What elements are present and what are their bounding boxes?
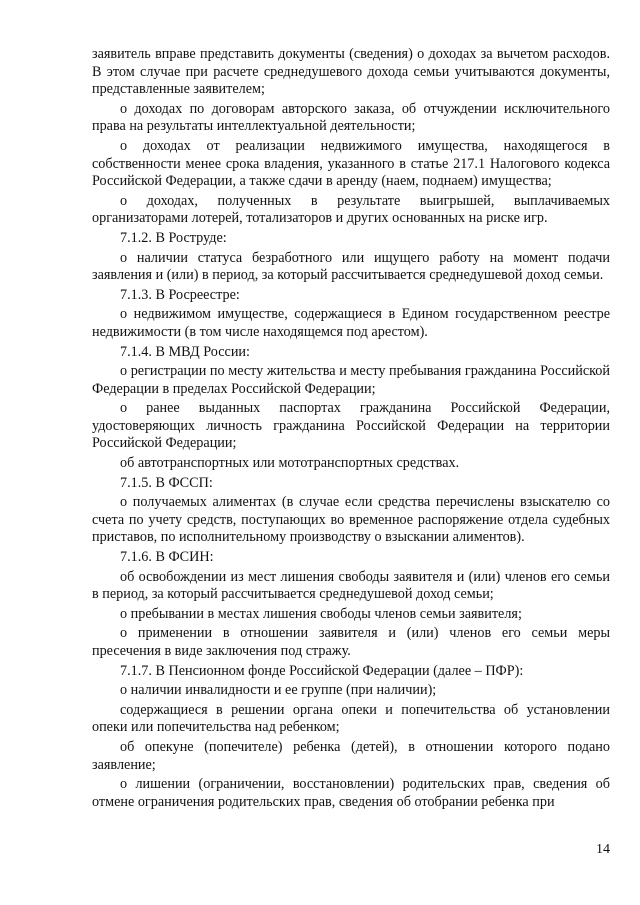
paragraph: о доходах по договорам авторского заказа, об отчуждении исключительного права на результаты интеллектуальной деятельности; <box>92 100 610 135</box>
paragraph: 7.1.3. В Росреестре: <box>120 286 240 303</box>
page-body <box>92 46 610 813</box>
paragraph: о доходах от реализации недвижимого имущества, находящегося в собственности менее срока владения, указанного в статье 217.1 Налогового кодекса Российской Федерации, а также сдачи в аренду (наем, поднаем) имущества; <box>92 137 610 190</box>
page-number: 14 <box>596 842 610 857</box>
paragraph: содержащиеся в решении органа опеки и попечительства об установлении опеки или попечительства над ребенком; <box>92 701 610 736</box>
paragraph: о применении в отношении заявителя и (или) членов его семьи меры пресечения в виде заключения под стражу. <box>92 625 610 659</box>
paragraph: о недвижимом имуществе, содержащиеся в Едином государственном реестре недвижимости (в том числе находящемся под арестом). <box>92 306 610 340</box>
paragraph: о доходах, полученных в результате выигрышей, выплачиваемых организаторами лотерей, тотализаторов и других основанных на риске игр. <box>92 192 610 227</box>
paragraph: об автотранспортных или мототранспортных средствах. <box>120 455 460 472</box>
paragraph: о ранее выданных паспортах гражданина Российской Федерации, удостоверяющих личность гражданина Российской Федерации на территории Российской Федерации; <box>92 400 610 452</box>
paragraph: 7.1.4. В МВД России: <box>120 343 250 360</box>
paragraph: об опекуне (попечителе) ребенка (детей), в отношении которого подано заявление; <box>92 738 610 773</box>
paragraph: 7.1.6. В ФСИН: <box>120 549 214 566</box>
paragraph: 7.1.2. В Роструде: <box>120 229 227 246</box>
paragraph: о регистрации по месту жительства и месту пребывания гражданина Российской Федерации в пределах Российской Федерации; <box>92 363 610 397</box>
paragraph: 7.1.7. В Пенсионном фонде Российской Федерации (далее – ПФР): <box>120 662 524 679</box>
paragraph: о наличии инвалидности и ее группе (при наличии); <box>120 682 437 699</box>
paragraph: о получаемых алиментах (в случае если средства перечислены взыскателю со счета по учету средств, поступающих во временное распоряжение отдела судебных приставов, по исполнительному производству о взыскании алиментов). <box>92 494 610 546</box>
paragraph: о лишении (ограничении, восстановлении) родительских прав, сведения об отмене ограничения родительских прав, сведения об отобрании ребенка при <box>92 776 610 810</box>
paragraph: о пребывании в местах лишения свободы членов семьи заявителя; <box>120 605 522 622</box>
paragraph: об освобождении из мест лишения свободы заявителя и (или) членов его семьи в период, за который рассчитывается среднедушевой доход семьи; <box>92 568 610 603</box>
paragraph: заявитель вправе представить документы (сведения) о доходах за вычетом расходов. В этом случае при расчете среднедушевого дохода семьи учитываются документы, представленные заявителем; <box>92 46 610 98</box>
paragraph: о наличии статуса безработного или ищущего работу на момент подачи заявления и (или) в период, за который рассчитывается среднедушевой доход семьи. <box>92 249 610 284</box>
paragraph: 7.1.5. В ФССП: <box>120 474 213 491</box>
